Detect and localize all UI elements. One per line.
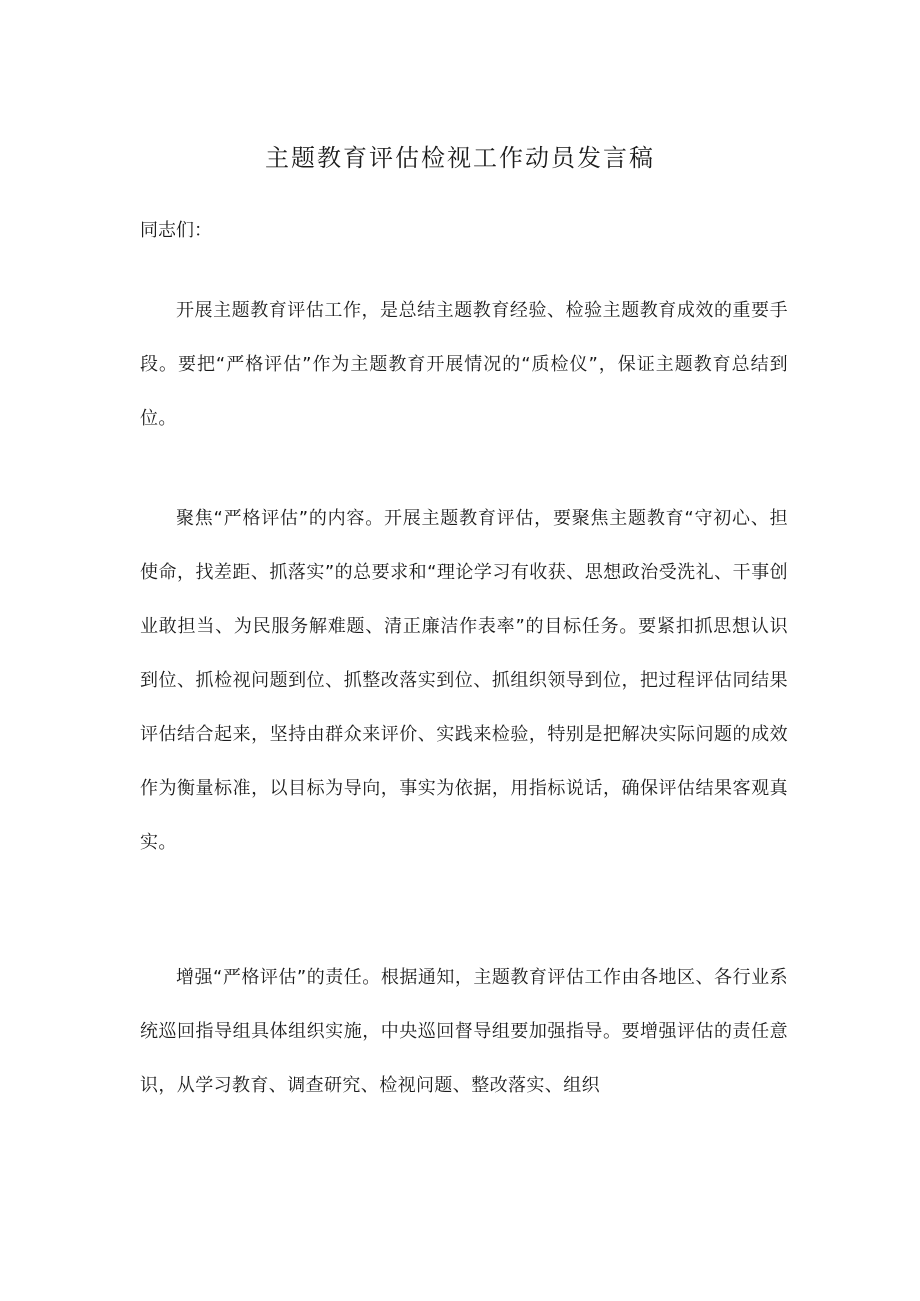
salutation: 同志们： [140, 220, 212, 241]
paragraph-2: 聚焦“严格评估”的内容。开展主题教育评估，要聚焦主题教育“守初心、担使命，找差距、抓落实”的总要求和“理论学习有收获、思想政治受洗礼、干事创业敢担当、为民服务解难题、清正廉洁作表率”的目标任务。要紧扣抓思想认识到位、抓检视问题到位、抓整改落实到位、抓组织领导到位，把过程评估同结果评估结合起来，坚持由群众来评价、实践来检验，特别是把解决实际问题的成效作为衡量标准，以目标为导向，事实为依据，用指标说话，确保评估结果客观真实。 [140, 508, 788, 853]
paragraph-3: 增强“严格评估”的责任。根据通知，主题教育评估工作由各地区、各行业系统巡回指导组具体组织实施，中央巡回督导组要加强指导。要增强评估的责任意识，从学习教育、调查研究、检视问题、整改落实、组织 [140, 967, 788, 1096]
paragraph-1: 开展主题教育评估工作，是总结主题教育经验、检验主题教育成效的重要手段。要把“严格评估”作为主题教育开展情况的“质检仪”，保证主题教育总结到位。 [140, 300, 788, 429]
document-title: 主题教育评估检视工作动员发言稿 [265, 144, 655, 172]
